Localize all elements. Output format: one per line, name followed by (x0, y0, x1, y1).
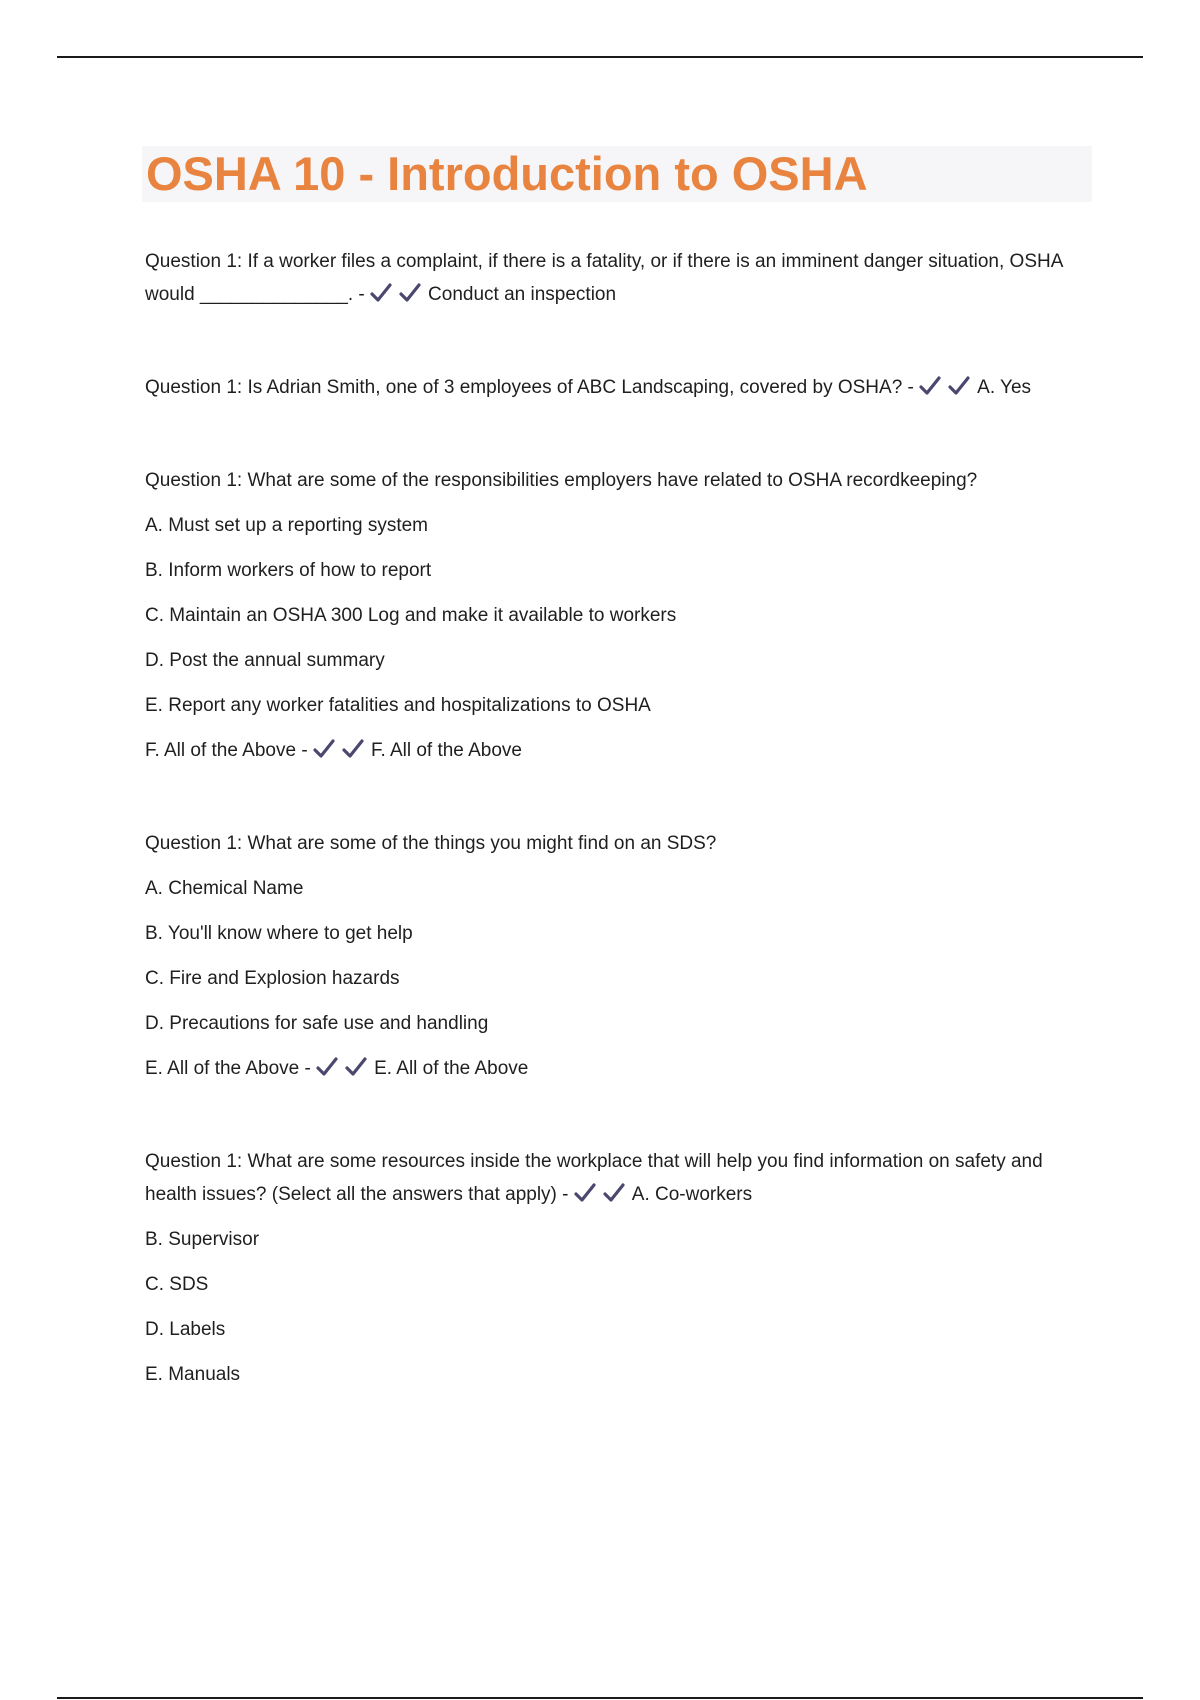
question-text (145, 245, 1080, 311)
question-block (145, 1145, 1080, 1391)
check-icon (399, 283, 421, 303)
bottom-rule (57, 1697, 1143, 1699)
option-item: E. Report any worker fatalities and hospitalizations to OSHA (145, 695, 651, 716)
question-block (145, 245, 1080, 311)
check-icon (313, 739, 335, 759)
option-item-final (145, 722, 1080, 767)
option-item: C. Maintain an OSHA 300 Log and make it available to workers (145, 605, 677, 626)
check-icon (603, 1183, 625, 1203)
question-prompt: Question 1: What are some of the responsibilities employers have related to OSHA recordkeeping? (145, 470, 978, 491)
spacer (145, 1085, 1080, 1145)
option-item: C. SDS (145, 1274, 209, 1295)
question-prompt: Question 1: What are some resources inside the workplace that will help you find information on safety and health issues? (Select all the answers that apply) - (145, 1151, 1043, 1205)
option-item: D. Labels (145, 1319, 226, 1340)
spacer (145, 311, 1080, 371)
answer-text: E. All of the Above (374, 1058, 529, 1079)
answer-text: Conduct an inspection (428, 284, 617, 305)
option-item: A. Chemical Name (145, 878, 304, 899)
question-prompt: Question 1: If a worker files a complaint, if there is a fatality, or if there is an imminent danger situation, OSHA would ______________. - (145, 251, 1063, 305)
option-item: B. Supervisor (145, 1229, 260, 1250)
option-item: B. You'll know where to get help (145, 923, 413, 944)
question-text (145, 371, 1080, 404)
option-final-text: F. All of the Above - (145, 740, 313, 761)
question-prompt: Question 1: Is Adrian Smith, one of 3 employees of ABC Landscaping, covered by OSHA? - (145, 377, 920, 398)
option-item: C. Fire and Explosion hazards (145, 968, 400, 989)
check-icon (345, 1057, 367, 1077)
answer-text: A. Yes (977, 377, 1032, 398)
question-block (145, 464, 1080, 767)
answer-text: F. All of the Above (370, 740, 522, 761)
option-item: D. Precautions for safe use and handling (145, 1013, 489, 1034)
option-item: D. Post the annual summary (145, 650, 385, 671)
question-block (145, 827, 1080, 1085)
option-item: B. Inform workers of how to report (145, 560, 432, 581)
spacer (145, 767, 1080, 827)
check-icon (316, 1057, 338, 1077)
option-item: E. Manuals (145, 1364, 241, 1385)
option-final-text: E. All of the Above - (145, 1058, 317, 1079)
check-icon (948, 376, 970, 396)
question-block (145, 371, 1080, 404)
top-rule (57, 56, 1143, 58)
check-icon (574, 1183, 596, 1203)
option-item-final (145, 1040, 1080, 1085)
check-icon (342, 739, 364, 759)
page-title: OSHA 10 - Introduction to OSHA (146, 147, 868, 200)
question-prompt: Question 1: What are some of the things you might find on an SDS? (145, 833, 717, 854)
spacer (145, 404, 1080, 464)
check-icon (370, 283, 392, 303)
document-body (145, 245, 1080, 1391)
check-icon (919, 376, 941, 396)
option-item: A. Must set up a reporting system (145, 515, 429, 536)
answer-text: A. Co-workers (631, 1184, 753, 1205)
question-text (145, 1145, 1080, 1211)
